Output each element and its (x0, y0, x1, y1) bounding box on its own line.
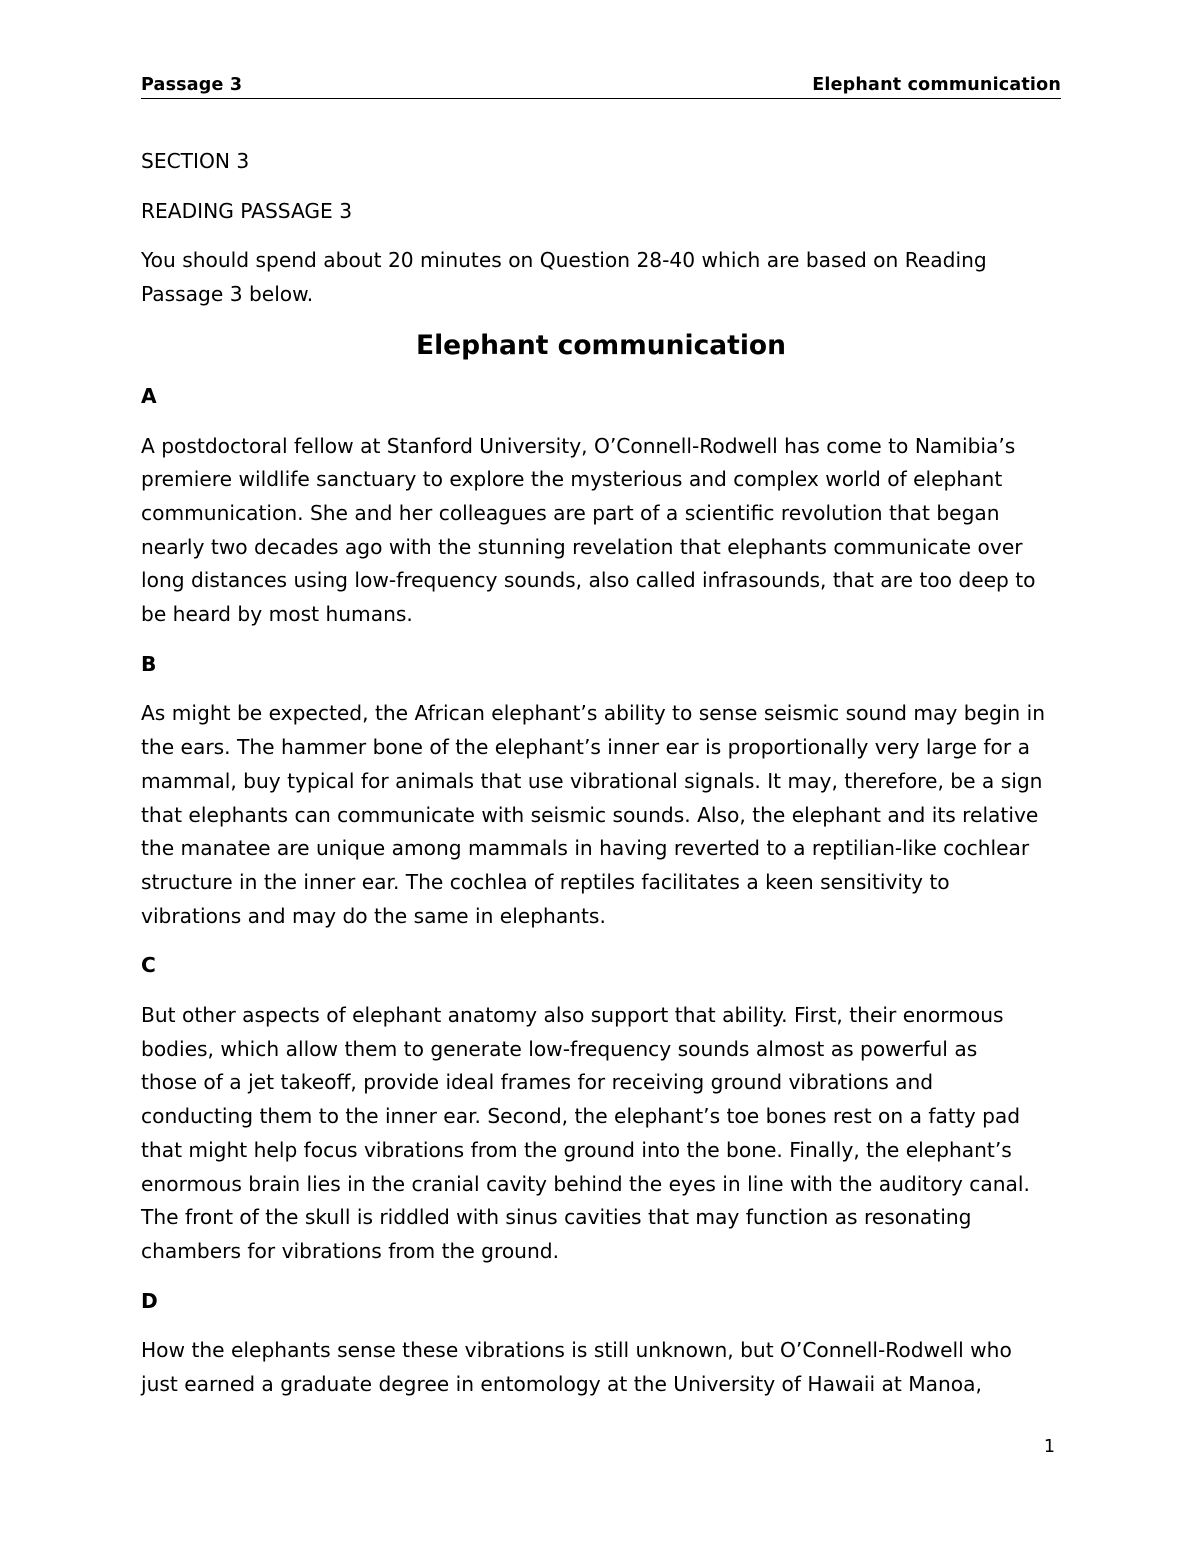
header-right: Elephant communication (812, 75, 1061, 95)
paragraph-line: vibrations and may do the same in elephants. (141, 903, 606, 928)
paragraph-line: But other aspects of elephant anatomy also support that ability. First, their enormous (141, 1003, 1004, 1028)
paragraph-line: those of a jet takeoff, provide ideal frames for receiving ground vibrations and (141, 1070, 934, 1095)
paragraph-line: the ears. The hammer bone of the elephant’s inner ear is proportionally very large for a (141, 735, 1030, 760)
paragraph-c (141, 999, 1061, 1269)
paragraph-line: The front of the skull is riddled with sinus cavities that may function as resonating (141, 1205, 972, 1230)
paragraph-letter-d: D (141, 1288, 158, 1313)
paragraph-letter-c: C (141, 953, 156, 978)
paragraph-line: long distances using low-frequency sounds, also called infrasounds, that are too deep to (141, 568, 1036, 593)
paragraph-line: As might be expected, the African elephant’s ability to sense seismic sound may begin in (141, 701, 1046, 726)
paragraph-line: A postdoctoral fellow at Stanford University, O’Connell-Rodwell has come to Namibia’s (141, 433, 1016, 458)
instruction-line: You should spend about 20 minutes on Question 28-40 which are based on Reading (141, 248, 987, 273)
paragraph-line: enormous brain lies in the cranial cavity behind the eyes in line with the auditory canal. (141, 1171, 1030, 1196)
paragraph-line: communication. She and her colleagues are part of a scientific revolution that began (141, 500, 1000, 525)
paragraph-line: mammal, buy typical for animals that use vibrational signals. It may, therefore, be a sign (141, 768, 1043, 793)
paragraph-line: premiere wildlife sanctuary to explore the mysterious and complex world of elephant (141, 467, 1003, 492)
section-label: SECTION 3 (141, 149, 250, 173)
instruction-line: Passage 3 below. (141, 282, 314, 307)
paragraph-line: structure in the inner ear. The cochlea of reptiles facilitates a keen sensitivity to (141, 869, 950, 894)
paragraph-line: chambers for vibrations from the ground. (141, 1238, 560, 1263)
paragraph-line: the manatee are unique among mammals in having reverted to a reptilian-like cochlear (141, 836, 1030, 861)
paragraph-letter-a: A (141, 383, 157, 408)
passage-title: Elephant communication (415, 329, 786, 361)
paragraph-line: just earned a graduate degree in entomology at the University of Hawaii at Manoa, (141, 1372, 982, 1397)
page-number: 1 (1043, 1437, 1055, 1457)
paragraph-line: nearly two decades ago with the stunning revelation that elephants communicate over (141, 534, 1023, 559)
paragraph-line: that elephants can communicate with seismic sounds. Also, the elephant and its relative (141, 802, 1039, 827)
paragraph-d (141, 1334, 1061, 1401)
paragraph-line: conducting them to the inner ear. Second, the elephant’s toe bones rest on a fatty pad (141, 1104, 1021, 1129)
paragraph-letter-b: B (141, 651, 157, 676)
header-divider (141, 98, 1061, 99)
paragraph-a (141, 430, 1061, 632)
page-body (141, 145, 1061, 1402)
passage-label: READING PASSAGE 3 (141, 198, 353, 223)
header-left: Passage 3 (141, 75, 243, 95)
paragraph-line: that might help focus vibrations from the ground into the bone. Finally, the elephant’s (141, 1137, 1012, 1162)
paragraph-line: How the elephants sense these vibrations is still unknown, but O’Connell-Rodwell who (141, 1338, 1012, 1363)
paragraph-b (141, 697, 1061, 933)
paragraph-line: be heard by most humans. (141, 602, 413, 627)
paragraph-line: bodies, which allow them to generate low-frequency sounds almost as powerful as (141, 1036, 978, 1061)
